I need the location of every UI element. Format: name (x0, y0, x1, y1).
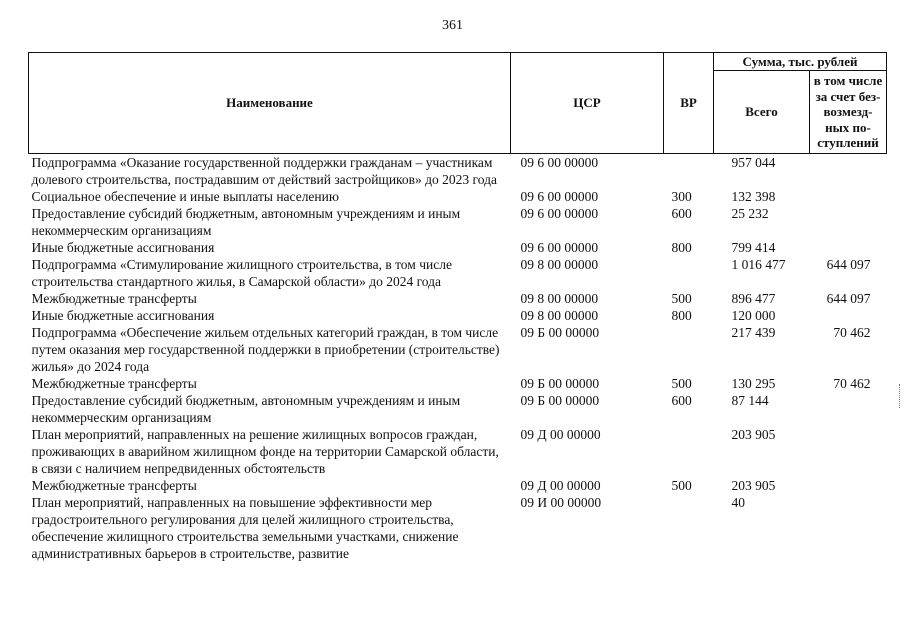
page-number: 361 (442, 18, 463, 33)
row-grant (810, 307, 887, 324)
header-grant-line: возмезд- (823, 104, 873, 119)
table-row (29, 426, 887, 477)
table-row (29, 290, 887, 307)
table-row (29, 477, 887, 494)
row-grant (810, 205, 887, 239)
table-row (29, 239, 887, 256)
row-total: 217 439 (731, 324, 776, 340)
row-csr: 09 Д 00 00000 (520, 426, 601, 442)
row-grant (810, 392, 887, 426)
row-csr: 09 6 00 00000 (520, 154, 599, 170)
row-total: 40 (731, 494, 745, 510)
row-total: 203 905 (731, 477, 776, 493)
table-header (29, 53, 887, 154)
row-grant: 70 462 (833, 375, 871, 391)
row-name: Иные бюджетные ассигнования (31, 239, 215, 255)
row-csr: 09 Д 00 00000 (520, 477, 601, 493)
row-csr: 09 6 00 00000 (520, 239, 599, 255)
header-grant-line: за счет без- (815, 88, 881, 104)
header-grant-line: в том числе (813, 73, 883, 88)
table-row (29, 188, 887, 205)
header-total: Всего (714, 71, 810, 154)
row-name: Предоставление субсидий бюджетным, автономным учреждениям и иным некоммерческим организациям (31, 392, 461, 425)
row-vr: 300 (671, 188, 692, 204)
row-name: Подпрограмма «Обеспечение жильем отдельных категорий граждан, в том числе путем оказания мер государственной поддержки в приобретении (строительстве) жилья» до 2024 года (31, 324, 500, 374)
row-name: Межбюджетные трансферты (31, 290, 197, 306)
row-vr: 500 (671, 375, 692, 391)
row-grant (810, 188, 887, 205)
row-vr: 800 (671, 239, 692, 255)
row-grant: 644 097 (826, 256, 871, 272)
table-row (29, 205, 887, 239)
header-vr: ВР (664, 53, 714, 154)
table-row (29, 324, 887, 375)
row-vr (664, 324, 714, 375)
row-name: Иные бюджетные ассигнования (31, 307, 215, 323)
header-grant (810, 71, 887, 154)
row-vr: 800 (671, 307, 692, 323)
row-csr: 09 Б 00 00000 (520, 324, 600, 340)
row-csr: 09 Б 00 00000 (520, 375, 600, 391)
row-grant: 644 097 (826, 290, 871, 306)
row-name: План мероприятий, направленных на решение жилищных вопросов граждан, проживающих в аварийном жилищном фонде на территории Самарской области, в связи с наличием непредвиденных обстоятельств (31, 426, 499, 476)
table-row (29, 307, 887, 324)
row-vr (664, 426, 714, 477)
row-name: Социальное обеспечение и иные выплаты населению (31, 188, 339, 204)
row-csr: 09 6 00 00000 (520, 205, 599, 221)
table-row (29, 375, 887, 392)
row-vr: 500 (671, 477, 692, 493)
row-grant (810, 426, 887, 477)
row-name: План мероприятий, направленных на повышение эффективности мер градостроительного регулирования для целей жилищного строительства, обеспечение жилищного строительства земельными участками, снижение административных барьеров в строительстве, развитие (31, 494, 459, 561)
header-grant-line: ступлений (817, 135, 879, 150)
row-grant (810, 153, 887, 188)
row-name: Подпрограмма «Стимулирование жилищного строительства, в том числе строительства стандартного жилья, в Самарской области» до 2024 года (31, 256, 452, 289)
row-vr (664, 256, 714, 290)
row-total: 87 144 (731, 392, 769, 408)
row-grant (810, 494, 887, 562)
header-grant-line: ных по- (825, 119, 871, 135)
header-csr: ЦСР (511, 53, 664, 154)
row-vr: 600 (671, 392, 692, 408)
row-total: 25 232 (731, 205, 769, 221)
header-name: Наименование (29, 53, 511, 154)
row-total: 132 398 (731, 188, 776, 204)
row-total: 799 414 (731, 239, 776, 255)
row-total: 1 016 477 (731, 256, 786, 272)
row-csr: 09 8 00 00000 (520, 307, 599, 323)
table-row (29, 256, 887, 290)
row-grant (810, 477, 887, 494)
row-name: Предоставление субсидий бюджетным, автономным учреждениям и иным некоммерческим организациям (31, 205, 461, 238)
row-csr: 09 6 00 00000 (520, 188, 599, 204)
budget-table (28, 52, 887, 562)
row-total: 896 477 (731, 290, 776, 306)
row-vr: 500 (671, 290, 692, 306)
table-row (29, 153, 887, 188)
row-total: 120 000 (731, 307, 776, 323)
row-vr (664, 494, 714, 562)
row-csr: 09 8 00 00000 (520, 256, 599, 272)
row-vr (664, 153, 714, 188)
table-row (29, 494, 887, 562)
row-vr: 600 (671, 205, 692, 221)
row-total: 130 295 (731, 375, 776, 391)
row-total: 957 044 (731, 154, 776, 170)
row-name: Межбюджетные трансферты (31, 477, 197, 493)
scan-edge-mark (899, 384, 903, 408)
table-body (29, 153, 887, 562)
row-name: Межбюджетные трансферты (31, 375, 197, 391)
row-total: 203 905 (731, 426, 776, 442)
row-csr: 09 8 00 00000 (520, 290, 599, 306)
row-csr: 09 Б 00 00000 (520, 392, 600, 408)
row-grant: 70 462 (833, 324, 871, 340)
row-grant (810, 239, 887, 256)
table-row (29, 392, 887, 426)
header-sum-group: Сумма, тыс. рублей (714, 53, 887, 71)
row-csr: 09 И 00 00000 (520, 494, 602, 510)
row-name: Подпрограмма «Оказание государственной поддержки гражданам – участникам долевого строительства, пострадавшим от действий застройщиков» до 2023 года (31, 154, 497, 187)
